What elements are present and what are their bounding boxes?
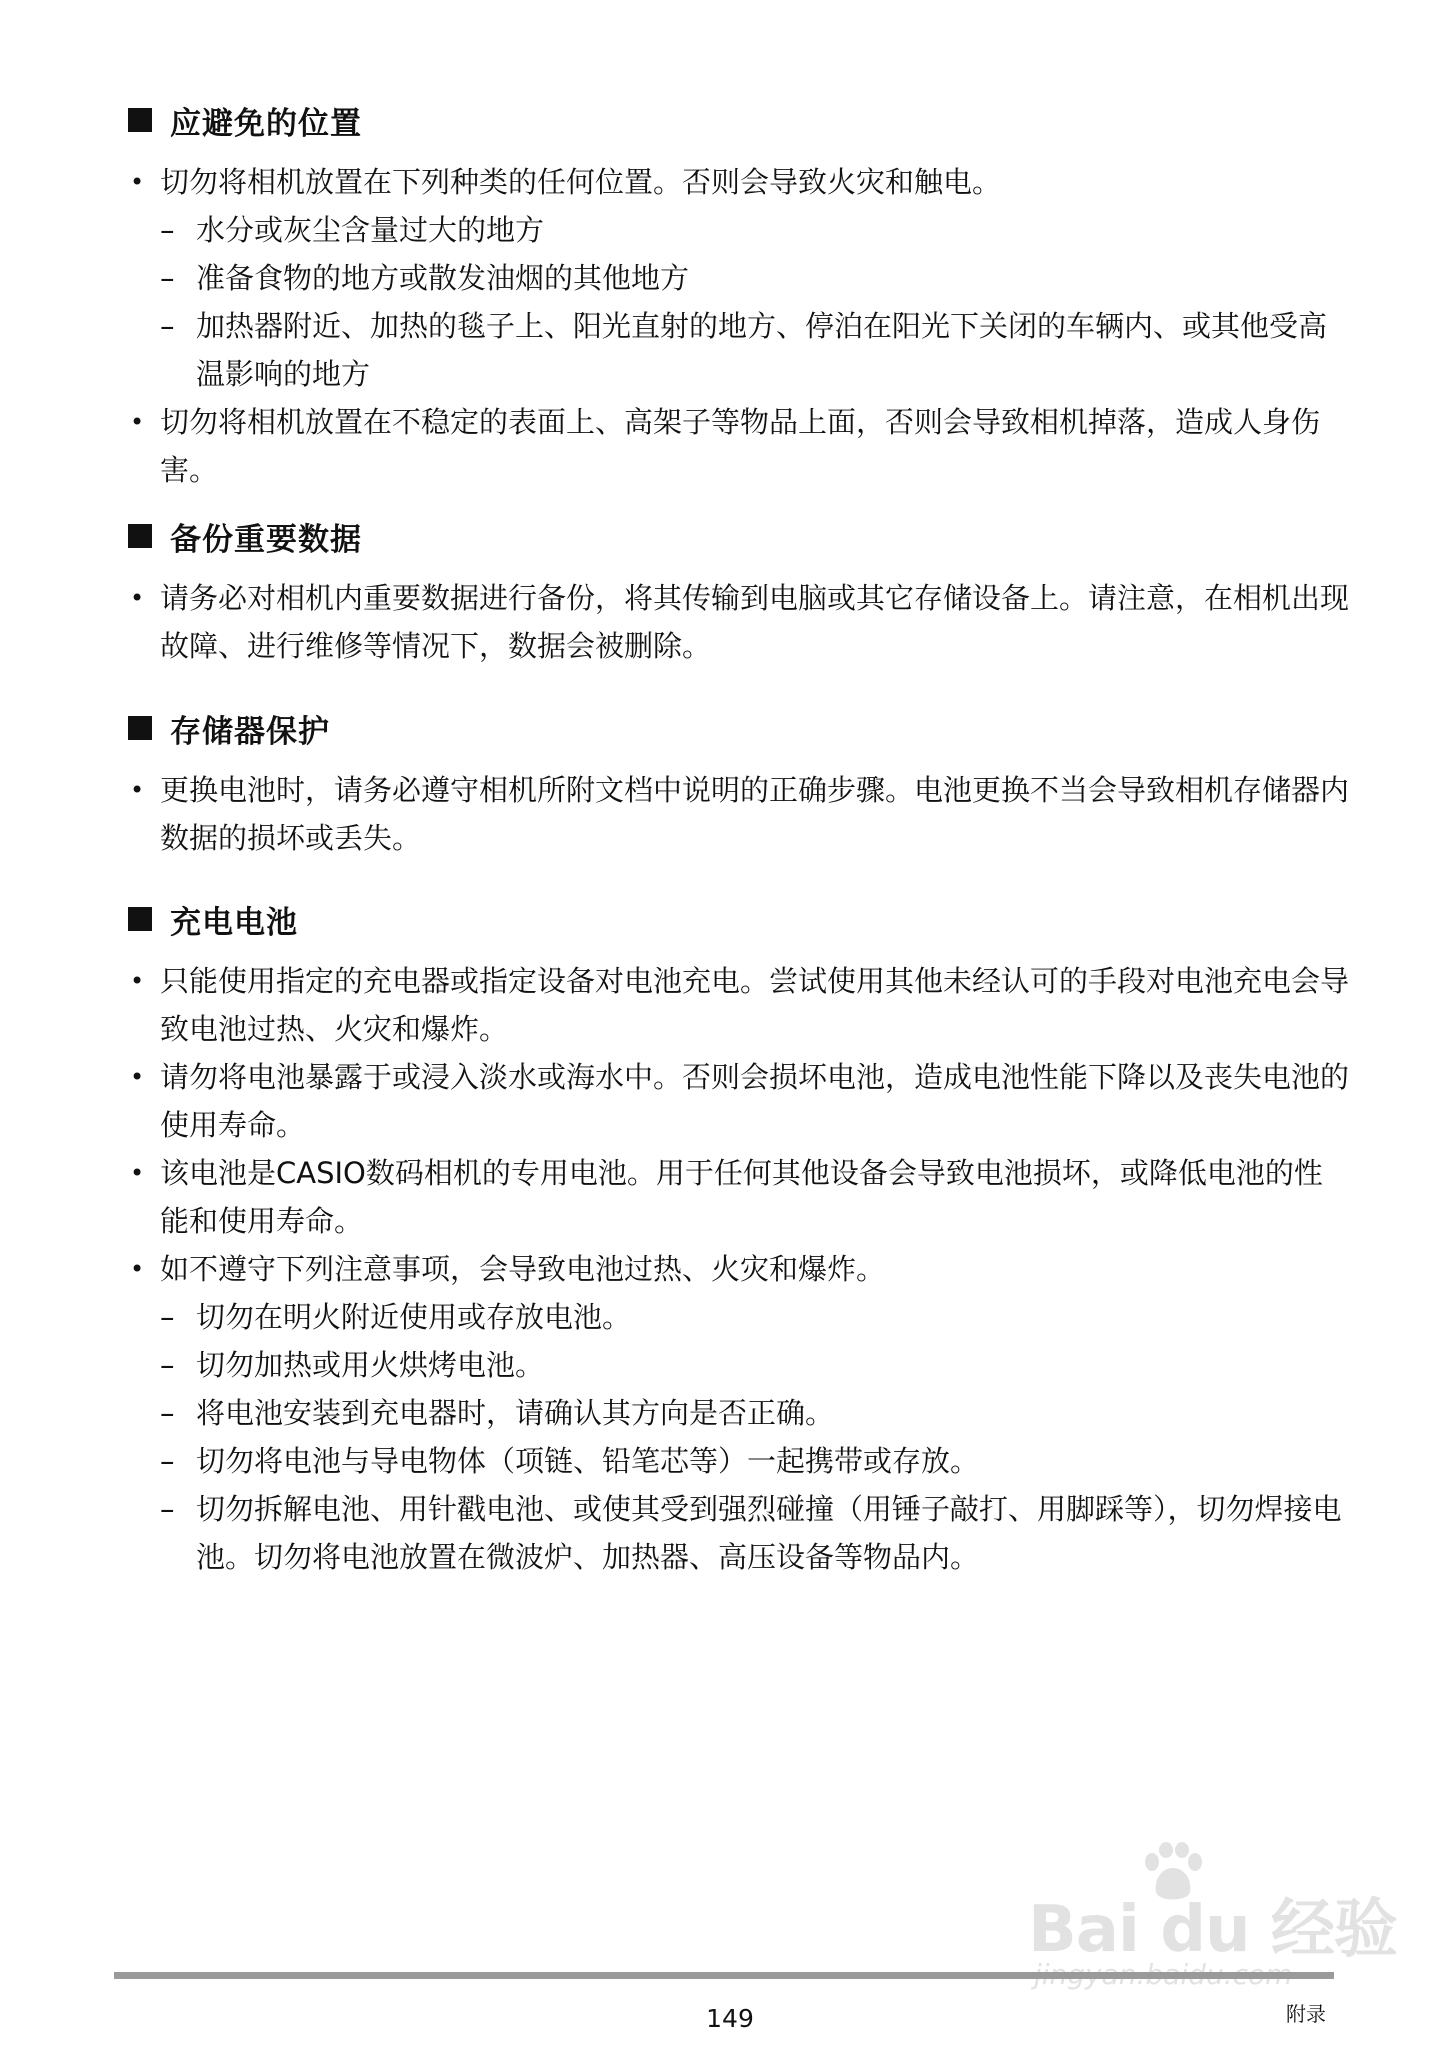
- section-square-icon: [128, 108, 152, 132]
- section-avoid-locations: [128, 96, 1328, 494]
- section-rechargeable-battery: [128, 895, 1350, 1581]
- item-list: [128, 574, 1350, 670]
- bullet-item: • 切勿将相机放置在下列种类的任何位置。否则会导致火灾和触电。: [128, 158, 1350, 206]
- watermark-main-text: Bai du 经验: [1028, 1893, 1397, 1967]
- dash-item: – 将电池安装到充电器时，请确认其方向是否正确。: [128, 1389, 1346, 1437]
- section-title-text: 备份重要数据: [170, 521, 362, 558]
- dash-item: – 准备食物的地方或散发油烟的其他地方: [128, 254, 1346, 302]
- section-memory-protection: [128, 704, 1350, 862]
- section-square-icon: [128, 907, 152, 931]
- section-title: [128, 704, 1328, 752]
- section-backup-data: [128, 512, 1350, 670]
- section-title: [128, 96, 1328, 144]
- bullet-item: • 请勿将电池暴露于或浸入淡水或海水中。否则会损坏电池，造成电池性能下降以及丧失电池的使用寿命。: [128, 1053, 1350, 1149]
- dash-item: – 切勿加热或用火烘烤电池。: [128, 1341, 1346, 1389]
- bullet-item: • 更换电池时，请务必遵守相机所附文档中说明的正确步骤。电池更换不当会导致相机存储器内数据的损坏或丢失。: [128, 766, 1350, 862]
- section-title: [128, 512, 1328, 560]
- section-title-text: 充电电池: [170, 904, 298, 941]
- section-square-icon: [128, 716, 152, 740]
- bullet-item: • 请务必对相机内重要数据进行备份，将其传输到电脑或其它存储设备上。请注意，在相机出现故障、进行维修等情况下，数据会被删除。: [128, 574, 1350, 670]
- item-list: [128, 766, 1350, 862]
- item-list: [128, 158, 1328, 494]
- baidu-jingyan-watermark: [1028, 1842, 1397, 1992]
- section-title: [128, 895, 1328, 943]
- bullet-item: • 切勿将相机放置在不稳定的表面上、高架子等物品上面，否则会导致相机掉落，造成人身伤害。: [128, 398, 1350, 494]
- section-title-text: 应避免的位置: [170, 105, 362, 142]
- section-title-text: 存储器保护: [170, 713, 330, 750]
- dash-item: – 加热器附近、加热的毯子上、阳光直射的地方、停泊在阳光下关闭的车辆内、或其他受高温影响的地方: [128, 302, 1346, 398]
- footer-rule: [114, 1972, 1334, 1979]
- dash-item: – 切勿拆解电池、用针戳电池、或使其受到强烈碰撞（用锤子敲打、用脚踩等），切勿焊接电池。切勿将电池放置在微波炉、加热器、高压设备等物品内。: [128, 1485, 1346, 1581]
- section-square-icon: [128, 524, 152, 548]
- dash-item: – 切勿将电池与导电物体（项链、铅笔芯等）一起携带或存放。: [128, 1437, 1346, 1485]
- bullet-item: • 如不遵守下列注意事项，会导致电池过热、火灾和爆炸。: [128, 1245, 1350, 1293]
- page-number: 149: [706, 2004, 754, 2033]
- bullet-item: • 该电池是CASIO数码相机的专用电池。用于任何其他设备会导致电池损坏，或降低电池的性能和使用寿命。: [128, 1149, 1350, 1245]
- bullet-item: • 只能使用指定的充电器或指定设备对电池充电。尝试使用其他未经认可的手段对电池充电会导致电池过热、火灾和爆炸。: [128, 957, 1350, 1053]
- item-list: [128, 957, 1350, 1581]
- dash-item: – 切勿在明火附近使用或存放电池。: [128, 1293, 1346, 1341]
- dash-item: – 水分或灰尘含量过大的地方: [128, 206, 1346, 254]
- footer-section-label: 附录: [1286, 2002, 1326, 2026]
